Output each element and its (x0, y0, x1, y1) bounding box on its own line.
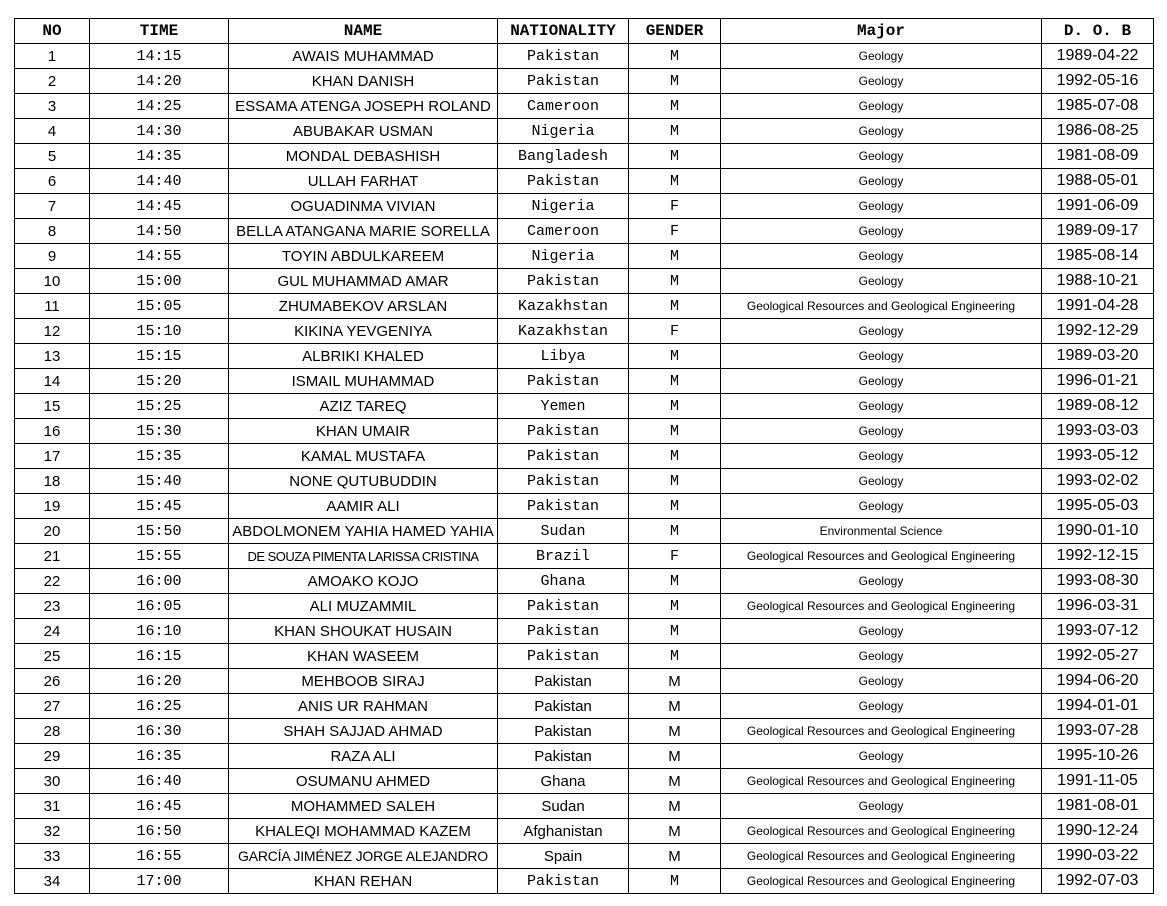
cell-time: 14:15 (90, 44, 229, 69)
cell-time: 16:00 (90, 569, 229, 594)
cell-time: 15:00 (90, 269, 229, 294)
table-row (15, 69, 1154, 94)
table-row (15, 669, 1154, 694)
cell-no: 31 (15, 794, 90, 819)
cell-gender: M (629, 394, 721, 419)
cell-major: Geology (721, 119, 1042, 144)
cell-nationality: Pakistan (498, 644, 629, 669)
header-row (15, 19, 1154, 44)
cell-gender: M (629, 694, 721, 719)
cell-no: 16 (15, 419, 90, 444)
cell-dob: 1989-09-17 (1042, 219, 1154, 244)
cell-gender: M (629, 269, 721, 294)
cell-dob: 1994-06-20 (1042, 669, 1154, 694)
cell-nationality: Sudan (498, 794, 629, 819)
cell-gender: F (629, 319, 721, 344)
cell-nationality: Pakistan (498, 44, 629, 69)
cell-dob: 1992-05-27 (1042, 644, 1154, 669)
cell-dob: 1992-05-16 (1042, 69, 1154, 94)
cell-major: Geology (721, 419, 1042, 444)
cell-nationality: Nigeria (498, 244, 629, 269)
cell-time: 14:35 (90, 144, 229, 169)
cell-major: Geology (721, 244, 1042, 269)
cell-nationality: Pakistan (498, 69, 629, 94)
cell-dob: 1989-04-22 (1042, 44, 1154, 69)
cell-no: 18 (15, 469, 90, 494)
cell-nationality: Spain (498, 844, 629, 869)
cell-major: Geology (721, 444, 1042, 469)
cell-nationality: Pakistan (498, 669, 629, 694)
table-row (15, 644, 1154, 669)
cell-dob: 1995-10-26 (1042, 744, 1154, 769)
cell-major: Geology (721, 369, 1042, 394)
schedule-table-container (14, 18, 1154, 894)
cell-name: MOHAMMED SALEH (229, 794, 498, 819)
cell-time: 14:20 (90, 69, 229, 94)
cell-nationality: Ghana (498, 569, 629, 594)
cell-time: 16:55 (90, 844, 229, 869)
table-row (15, 769, 1154, 794)
table-row (15, 569, 1154, 594)
cell-gender: M (629, 744, 721, 769)
cell-no: 29 (15, 744, 90, 769)
cell-gender: M (629, 94, 721, 119)
table-row (15, 94, 1154, 119)
cell-time: 16:25 (90, 694, 229, 719)
cell-no: 9 (15, 244, 90, 269)
cell-dob: 1989-03-20 (1042, 344, 1154, 369)
cell-time: 16:05 (90, 594, 229, 619)
cell-nationality: Sudan (498, 519, 629, 544)
cell-major: Geological Resources and Geological Engineering (721, 769, 1042, 794)
table-row (15, 469, 1154, 494)
cell-major: Geology (721, 344, 1042, 369)
cell-no: 7 (15, 194, 90, 219)
cell-nationality: Pakistan (498, 469, 629, 494)
cell-nationality: Bangladesh (498, 144, 629, 169)
cell-no: 3 (15, 94, 90, 119)
cell-gender: M (629, 169, 721, 194)
cell-name: AWAIS MUHAMMAD (229, 44, 498, 69)
cell-name: ULLAH FARHAT (229, 169, 498, 194)
cell-dob: 1993-08-30 (1042, 569, 1154, 594)
cell-name: SHAH SAJJAD AHMAD (229, 719, 498, 744)
cell-nationality: Libya (498, 344, 629, 369)
cell-name: AZIZ TAREQ (229, 394, 498, 419)
cell-time: 16:50 (90, 819, 229, 844)
cell-no: 28 (15, 719, 90, 744)
cell-time: 16:20 (90, 669, 229, 694)
cell-nationality: Pakistan (498, 619, 629, 644)
table-row (15, 194, 1154, 219)
cell-major: Geological Resources and Geological Engineering (721, 869, 1042, 894)
cell-no: 20 (15, 519, 90, 544)
cell-name: ABDOLMONEM YAHIA HAMED YAHIA (229, 519, 498, 544)
cell-no: 10 (15, 269, 90, 294)
cell-name: ZHUMABEKOV ARSLAN (229, 294, 498, 319)
cell-nationality: Pakistan (498, 594, 629, 619)
cell-time: 15:25 (90, 394, 229, 419)
cell-major: Geology (721, 669, 1042, 694)
cell-name: RAZA ALI (229, 744, 498, 769)
cell-major: Geology (721, 744, 1042, 769)
cell-major: Geology (721, 69, 1042, 94)
cell-name: KHAN SHOUKAT HUSAIN (229, 619, 498, 644)
cell-time: 15:45 (90, 494, 229, 519)
cell-name: KHALEQI MOHAMMAD KAZEM (229, 819, 498, 844)
cell-time: 15:55 (90, 544, 229, 569)
cell-nationality: Pakistan (498, 869, 629, 894)
cell-no: 34 (15, 869, 90, 894)
table-row (15, 119, 1154, 144)
cell-gender: M (629, 369, 721, 394)
cell-no: 15 (15, 394, 90, 419)
cell-gender: M (629, 294, 721, 319)
cell-nationality: Pakistan (498, 719, 629, 744)
cell-nationality: Kazakhstan (498, 294, 629, 319)
cell-gender: F (629, 544, 721, 569)
cell-major: Geology (721, 169, 1042, 194)
cell-dob: 1985-08-14 (1042, 244, 1154, 269)
table-row (15, 519, 1154, 544)
cell-no: 6 (15, 169, 90, 194)
cell-gender: M (629, 244, 721, 269)
cell-dob: 1985-07-08 (1042, 94, 1154, 119)
cell-nationality: Kazakhstan (498, 319, 629, 344)
table-row (15, 394, 1154, 419)
cell-no: 22 (15, 569, 90, 594)
cell-major: Geology (721, 494, 1042, 519)
cell-time: 16:15 (90, 644, 229, 669)
cell-nationality: Afghanistan (498, 819, 629, 844)
cell-no: 26 (15, 669, 90, 694)
cell-nationality: Nigeria (498, 119, 629, 144)
cell-time: 15:15 (90, 344, 229, 369)
cell-no: 21 (15, 544, 90, 569)
cell-dob: 1995-05-03 (1042, 494, 1154, 519)
column-header-dob: D. O. B (1042, 19, 1154, 44)
table-row (15, 44, 1154, 69)
cell-nationality: Pakistan (498, 269, 629, 294)
cell-major: Geological Resources and Geological Engineering (721, 719, 1042, 744)
cell-dob: 1996-03-31 (1042, 594, 1154, 619)
table-row (15, 144, 1154, 169)
table-row (15, 544, 1154, 569)
cell-dob: 1992-12-29 (1042, 319, 1154, 344)
cell-time: 16:35 (90, 744, 229, 769)
table-row (15, 719, 1154, 744)
table-row (15, 369, 1154, 394)
cell-gender: M (629, 69, 721, 94)
column-header-time: TIME (90, 19, 229, 44)
table-row (15, 419, 1154, 444)
cell-major: Geological Resources and Geological Engineering (721, 544, 1042, 569)
table-body (15, 44, 1154, 894)
cell-gender: M (629, 344, 721, 369)
cell-dob: 1990-03-22 (1042, 844, 1154, 869)
cell-dob: 1981-08-09 (1042, 144, 1154, 169)
cell-nationality: Pakistan (498, 444, 629, 469)
cell-time: 14:40 (90, 169, 229, 194)
cell-time: 14:50 (90, 219, 229, 244)
column-header-name: NAME (229, 19, 498, 44)
table-row (15, 619, 1154, 644)
cell-time: 15:05 (90, 294, 229, 319)
cell-nationality: Pakistan (498, 494, 629, 519)
cell-dob: 1994-01-01 (1042, 694, 1154, 719)
cell-major: Geology (721, 644, 1042, 669)
cell-no: 25 (15, 644, 90, 669)
column-header-nationality: NATIONALITY (498, 19, 629, 44)
table-row (15, 694, 1154, 719)
table-row (15, 844, 1154, 869)
cell-gender: M (629, 619, 721, 644)
cell-major: Geology (721, 569, 1042, 594)
cell-major: Geology (721, 619, 1042, 644)
cell-name: KIKINA YEVGENIYA (229, 319, 498, 344)
cell-gender: M (629, 569, 721, 594)
cell-name: KHAN UMAIR (229, 419, 498, 444)
table-row (15, 294, 1154, 319)
cell-dob: 1988-10-21 (1042, 269, 1154, 294)
cell-major: Geology (721, 394, 1042, 419)
cell-time: 15:40 (90, 469, 229, 494)
table-row (15, 819, 1154, 844)
cell-no: 17 (15, 444, 90, 469)
cell-time: 16:40 (90, 769, 229, 794)
cell-nationality: Yemen (498, 394, 629, 419)
cell-name: KHAN REHAN (229, 869, 498, 894)
cell-dob: 1991-06-09 (1042, 194, 1154, 219)
cell-dob: 1990-01-10 (1042, 519, 1154, 544)
cell-time: 14:30 (90, 119, 229, 144)
cell-time: 16:45 (90, 794, 229, 819)
cell-gender: M (629, 844, 721, 869)
table-row (15, 444, 1154, 469)
cell-gender: M (629, 119, 721, 144)
table-row (15, 794, 1154, 819)
cell-dob: 1991-11-05 (1042, 769, 1154, 794)
cell-no: 27 (15, 694, 90, 719)
cell-gender: M (629, 719, 721, 744)
cell-no: 2 (15, 69, 90, 94)
interview-schedule-table (14, 18, 1154, 894)
cell-major: Environmental Science (721, 519, 1042, 544)
cell-dob: 1989-08-12 (1042, 394, 1154, 419)
cell-nationality: Cameroon (498, 219, 629, 244)
cell-time: 16:10 (90, 619, 229, 644)
cell-time: 15:50 (90, 519, 229, 544)
cell-major: Geological Resources and Geological Engineering (721, 294, 1042, 319)
cell-dob: 1993-02-02 (1042, 469, 1154, 494)
cell-name: AAMIR ALI (229, 494, 498, 519)
cell-nationality: Pakistan (498, 169, 629, 194)
cell-time: 15:10 (90, 319, 229, 344)
cell-name: AMOAKO KOJO (229, 569, 498, 594)
cell-nationality: Cameroon (498, 94, 629, 119)
cell-no: 1 (15, 44, 90, 69)
cell-name: ABUBAKAR USMAN (229, 119, 498, 144)
cell-gender: M (629, 494, 721, 519)
cell-dob: 1993-07-12 (1042, 619, 1154, 644)
cell-no: 23 (15, 594, 90, 619)
table-row (15, 169, 1154, 194)
cell-no: 19 (15, 494, 90, 519)
cell-gender: M (629, 769, 721, 794)
table-row (15, 594, 1154, 619)
cell-time: 15:20 (90, 369, 229, 394)
cell-nationality: Nigeria (498, 194, 629, 219)
cell-no: 24 (15, 619, 90, 644)
cell-no: 5 (15, 144, 90, 169)
cell-gender: M (629, 469, 721, 494)
cell-nationality: Pakistan (498, 744, 629, 769)
cell-dob: 1992-07-03 (1042, 869, 1154, 894)
table-header (15, 19, 1154, 44)
cell-major: Geological Resources and Geological Engineering (721, 844, 1042, 869)
column-header-major: Major (721, 19, 1042, 44)
cell-no: 14 (15, 369, 90, 394)
cell-no: 13 (15, 344, 90, 369)
cell-gender: M (629, 44, 721, 69)
cell-time: 15:30 (90, 419, 229, 444)
table-row (15, 744, 1154, 769)
cell-name: TOYIN ABDULKAREEM (229, 244, 498, 269)
cell-gender: M (629, 869, 721, 894)
cell-no: 33 (15, 844, 90, 869)
cell-gender: M (629, 144, 721, 169)
column-header-gender: GENDER (629, 19, 721, 44)
cell-name: BELLA ATANGANA MARIE SORELLA (229, 219, 498, 244)
cell-no: 8 (15, 219, 90, 244)
cell-nationality: Pakistan (498, 694, 629, 719)
table-row (15, 269, 1154, 294)
cell-major: Geology (721, 694, 1042, 719)
cell-major: Geology (721, 144, 1042, 169)
cell-no: 11 (15, 294, 90, 319)
cell-gender: M (629, 444, 721, 469)
cell-major: Geology (721, 269, 1042, 294)
cell-major: Geological Resources and Geological Engineering (721, 594, 1042, 619)
cell-dob: 1996-01-21 (1042, 369, 1154, 394)
cell-dob: 1992-12-15 (1042, 544, 1154, 569)
table-row (15, 219, 1154, 244)
table-row (15, 869, 1154, 894)
cell-nationality: Pakistan (498, 369, 629, 394)
cell-dob: 1981-08-01 (1042, 794, 1154, 819)
cell-gender: M (629, 594, 721, 619)
cell-name: KHAN DANISH (229, 69, 498, 94)
cell-time: 14:45 (90, 194, 229, 219)
cell-gender: M (629, 669, 721, 694)
table-row (15, 494, 1154, 519)
cell-gender: M (629, 644, 721, 669)
column-header-no: NO (15, 19, 90, 44)
cell-dob: 1988-05-01 (1042, 169, 1154, 194)
cell-time: 16:30 (90, 719, 229, 744)
cell-name: KHAN WASEEM (229, 644, 498, 669)
cell-dob: 1993-05-12 (1042, 444, 1154, 469)
cell-no: 32 (15, 819, 90, 844)
cell-name: ISMAIL MUHAMMAD (229, 369, 498, 394)
table-row (15, 244, 1154, 269)
cell-dob: 1991-04-28 (1042, 294, 1154, 319)
cell-nationality: Brazil (498, 544, 629, 569)
cell-major: Geology (721, 94, 1042, 119)
cell-name: ALI MUZAMMIL (229, 594, 498, 619)
cell-name: DE SOUZA PIMENTA LARISSA CRISTINA (229, 544, 498, 569)
cell-name: NONE QUTUBUDDIN (229, 469, 498, 494)
cell-name: ALBRIKI KHALED (229, 344, 498, 369)
cell-nationality: Pakistan (498, 419, 629, 444)
cell-major: Geology (721, 469, 1042, 494)
cell-name: OSUMANU AHMED (229, 769, 498, 794)
cell-major: Geology (721, 219, 1042, 244)
cell-time: 15:35 (90, 444, 229, 469)
cell-name: GUL MUHAMMAD AMAR (229, 269, 498, 294)
cell-major: Geology (721, 794, 1042, 819)
cell-name: ESSAMA ATENGA JOSEPH ROLAND (229, 94, 498, 119)
cell-dob: 1993-07-28 (1042, 719, 1154, 744)
cell-time: 14:25 (90, 94, 229, 119)
cell-name: GARCÍA JIMÉNEZ JORGE ALEJANDRO (229, 844, 498, 869)
cell-gender: M (629, 519, 721, 544)
cell-gender: F (629, 194, 721, 219)
cell-nationality: Ghana (498, 769, 629, 794)
cell-gender: M (629, 794, 721, 819)
cell-name: MEHBOOB SIRAJ (229, 669, 498, 694)
cell-name: MONDAL DEBASHISH (229, 144, 498, 169)
cell-time: 17:00 (90, 869, 229, 894)
cell-major: Geological Resources and Geological Engineering (721, 819, 1042, 844)
cell-dob: 1986-08-25 (1042, 119, 1154, 144)
cell-no: 4 (15, 119, 90, 144)
cell-major: Geology (721, 44, 1042, 69)
cell-major: Geology (721, 319, 1042, 344)
cell-no: 30 (15, 769, 90, 794)
table-row (15, 344, 1154, 369)
cell-gender: M (629, 419, 721, 444)
cell-name: KAMAL MUSTAFA (229, 444, 498, 469)
cell-no: 12 (15, 319, 90, 344)
cell-dob: 1993-03-03 (1042, 419, 1154, 444)
cell-name: OGUADINMA VIVIAN (229, 194, 498, 219)
cell-gender: M (629, 819, 721, 844)
cell-gender: F (629, 219, 721, 244)
cell-dob: 1990-12-24 (1042, 819, 1154, 844)
table-row (15, 319, 1154, 344)
cell-major: Geology (721, 194, 1042, 219)
cell-time: 14:55 (90, 244, 229, 269)
cell-name: ANIS UR RAHMAN (229, 694, 498, 719)
